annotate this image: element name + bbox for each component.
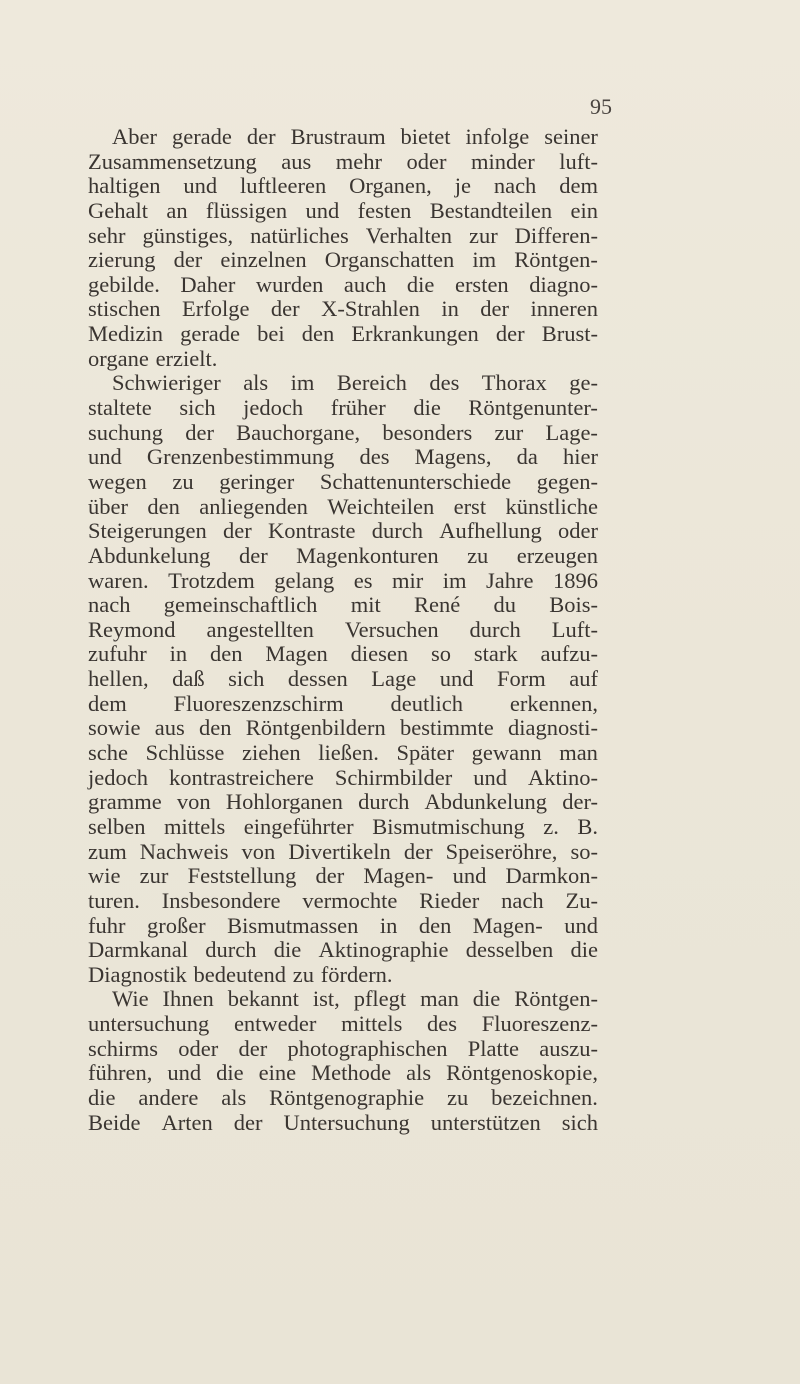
- word: Aufhellung: [439, 518, 542, 544]
- text-line: [88, 371, 598, 396]
- word: den: [199, 715, 232, 741]
- word: dessen: [287, 666, 348, 692]
- word: Bismutmischung: [372, 813, 525, 839]
- word: haltigen: [88, 173, 161, 199]
- word: nach: [493, 173, 537, 199]
- word: gerade: [171, 124, 232, 149]
- word: oder: [406, 148, 447, 174]
- word: so: [431, 641, 452, 667]
- word: bezeichnen.: [491, 1084, 598, 1110]
- text-line: [88, 569, 598, 594]
- word: mittels: [163, 813, 226, 839]
- word: den: [418, 912, 452, 938]
- word: Röntgenunter-: [468, 395, 598, 421]
- word: Untersuchung: [283, 1109, 410, 1135]
- text-line: [88, 470, 598, 495]
- word: aus: [154, 715, 185, 741]
- word: gemeinschaftlich: [163, 592, 318, 618]
- word: den: [209, 641, 243, 667]
- text-line: [88, 618, 598, 643]
- word: Bauchorgane,: [236, 419, 361, 445]
- word: des: [359, 444, 390, 470]
- word: man: [559, 740, 598, 766]
- text-line: [88, 347, 598, 372]
- word: nach: [501, 887, 544, 913]
- word: gramme: [88, 789, 162, 815]
- word: jedoch: [243, 395, 304, 421]
- word: Beide: [88, 1109, 141, 1135]
- word: desselben: [465, 937, 554, 963]
- word: sich: [561, 1109, 598, 1135]
- word: oder: [178, 1035, 219, 1061]
- word: der: [495, 321, 525, 347]
- word: photographischen: [287, 1035, 448, 1061]
- word: im: [472, 247, 497, 273]
- text-line: [88, 840, 598, 865]
- word: die: [570, 937, 598, 963]
- word: Diagnostik: [88, 961, 187, 987]
- word: stark: [473, 641, 518, 667]
- word: Röntgen-: [514, 986, 598, 1012]
- word: Medizin: [88, 321, 163, 347]
- word: früher: [330, 395, 386, 421]
- word: bekannt: [227, 986, 299, 1012]
- text-line: [88, 495, 598, 520]
- word: Abdunkelung: [88, 542, 211, 568]
- word: inneren: [530, 296, 598, 322]
- word: bei: [257, 321, 285, 347]
- word: Trotzdem: [168, 567, 255, 593]
- word: luft-: [559, 148, 598, 174]
- word: der: [185, 419, 214, 445]
- text-line: [88, 1061, 598, 1086]
- word: selben: [88, 813, 146, 839]
- word: durch: [469, 616, 521, 642]
- word: pflegt: [353, 986, 407, 1012]
- word: großer: [146, 912, 206, 938]
- word: und: [473, 764, 507, 790]
- text-line: [88, 593, 598, 618]
- word: diagnosti-: [507, 715, 598, 741]
- word: die: [273, 937, 302, 963]
- text-line: [88, 766, 598, 791]
- text-line: [88, 741, 598, 766]
- word: zu: [446, 1084, 469, 1110]
- word: minder: [471, 148, 535, 174]
- word: turen.: [88, 887, 140, 913]
- text-line: [88, 519, 598, 544]
- word: die: [216, 1060, 244, 1086]
- text-line: [88, 125, 598, 150]
- word: diagno-: [529, 271, 598, 297]
- word: Lage: [371, 666, 417, 692]
- word: bedeutend: [193, 961, 286, 987]
- word: zur: [494, 419, 524, 445]
- word: von: [241, 838, 276, 864]
- word: hellen,: [88, 666, 149, 692]
- word: Grenzenbestimmung: [146, 444, 335, 470]
- text-line: [88, 273, 598, 298]
- word: einzelnen: [220, 247, 307, 273]
- word: ist,: [312, 986, 340, 1012]
- word: wurden: [255, 271, 324, 297]
- text-line: [88, 421, 598, 446]
- word: Gehalt: [88, 197, 148, 223]
- word: und: [439, 666, 474, 692]
- word: Erkrankungen: [351, 321, 479, 347]
- word: Magenkonturen: [296, 542, 439, 568]
- word: jedoch: [88, 764, 148, 790]
- word: Fluoreszenz-: [481, 1011, 598, 1037]
- word: Kontraste: [267, 518, 356, 544]
- word: Nachweis: [139, 838, 229, 864]
- word: Hohlorganen: [225, 789, 343, 815]
- word: die: [406, 271, 435, 297]
- word: infolge: [465, 124, 530, 149]
- word: Ihnen: [162, 986, 214, 1012]
- text-line: [88, 445, 598, 470]
- word: Bismutmassen: [227, 912, 359, 938]
- word: Aktino-: [527, 764, 598, 790]
- word: erzielt.: [155, 345, 218, 371]
- word: Röntgen-: [514, 247, 598, 273]
- word: auszu-: [539, 1035, 598, 1061]
- word: Magen: [265, 641, 328, 667]
- word: dem: [88, 690, 127, 716]
- word: in: [379, 912, 398, 938]
- word: B.: [577, 813, 598, 839]
- word: zufuhr: [88, 641, 147, 667]
- word: der: [246, 124, 276, 149]
- word: ersten: [454, 271, 509, 297]
- word: Lage-: [545, 419, 598, 445]
- word: zu: [292, 961, 314, 987]
- word: Später: [396, 740, 454, 766]
- word: durch: [205, 937, 257, 963]
- word: sehr: [88, 222, 126, 248]
- word: besonders: [382, 419, 473, 445]
- word: fördern.: [320, 961, 393, 987]
- word: unterstützen: [430, 1109, 541, 1135]
- word: der: [270, 296, 300, 322]
- word: oder: [557, 518, 598, 544]
- word: Darmkanal: [88, 937, 188, 963]
- word: und: [183, 173, 218, 199]
- word: im: [442, 567, 467, 593]
- word: Thorax: [481, 370, 547, 396]
- word: und: [452, 863, 487, 889]
- text-line: [88, 864, 598, 889]
- word: zur: [139, 863, 169, 889]
- word: eingeführter: [243, 813, 354, 839]
- text-line: [88, 150, 598, 175]
- word: gewann: [471, 740, 542, 766]
- word: an: [166, 197, 188, 223]
- text-line: [88, 1111, 598, 1136]
- word: Erfolge: [181, 296, 250, 322]
- word: es: [353, 567, 373, 593]
- text-line: [88, 322, 598, 347]
- word: luftleeren: [240, 173, 327, 199]
- text-line: [88, 1037, 598, 1062]
- word: künstliche: [505, 493, 598, 519]
- word: ließen.: [318, 740, 379, 766]
- word: bestimmte: [399, 715, 494, 741]
- word: waren.: [88, 567, 149, 593]
- word: auch: [343, 271, 387, 297]
- word: aufzu-: [540, 641, 598, 667]
- word: die: [88, 1084, 116, 1110]
- word: andere: [138, 1084, 199, 1110]
- text-line: [88, 889, 598, 914]
- word: Bois-: [549, 592, 598, 618]
- word: der-: [562, 789, 598, 815]
- word: auf: [569, 666, 598, 692]
- word: sich: [228, 666, 265, 692]
- word: sche: [88, 740, 128, 766]
- page-number: 95: [590, 94, 612, 119]
- word: mir: [392, 567, 424, 593]
- word: der: [403, 838, 433, 864]
- word: Methode: [311, 1060, 392, 1086]
- word: als: [243, 370, 269, 396]
- text-line: [88, 938, 598, 963]
- word: Reymond: [88, 616, 176, 642]
- word: den: [301, 321, 335, 347]
- body-text: [88, 125, 598, 1135]
- word: der: [480, 296, 510, 322]
- word: flüssigen: [205, 197, 288, 223]
- word: Magens,: [414, 444, 492, 470]
- word: Abdunkelung: [424, 789, 548, 815]
- word: der: [238, 1035, 268, 1061]
- word: Insbesondere: [161, 887, 281, 913]
- word: Brust-: [541, 321, 598, 347]
- text-line: [88, 199, 598, 224]
- text-line: [88, 396, 598, 421]
- word: mit: [350, 592, 381, 618]
- word: Speiseröhre,: [445, 838, 558, 864]
- word: gebilde.: [88, 271, 160, 297]
- word: wegen: [88, 468, 147, 494]
- word: mittels: [341, 1011, 403, 1037]
- word: da: [516, 444, 538, 470]
- word: Schattenunterschiede: [319, 468, 512, 494]
- word: und: [88, 444, 122, 470]
- word: Rieder: [419, 887, 480, 913]
- word: über: [88, 493, 128, 519]
- word: staltete: [88, 395, 152, 421]
- word: zu: [467, 542, 489, 568]
- word: deutlich: [390, 690, 463, 716]
- word: Aber: [112, 124, 157, 149]
- word: Platte: [467, 1035, 519, 1061]
- text-line: [88, 815, 598, 840]
- word: der: [315, 863, 345, 889]
- word: angestellten: [206, 616, 314, 642]
- word: Darmkon-: [505, 863, 598, 889]
- word: durch: [371, 518, 423, 544]
- word: gerade: [180, 321, 241, 347]
- word: ziehen: [241, 740, 301, 766]
- text-line: [88, 667, 598, 692]
- word: natürliches: [250, 222, 349, 248]
- word: in: [169, 641, 188, 667]
- word: zierung: [88, 247, 156, 273]
- word: Bereich: [336, 370, 407, 396]
- word: stischen: [88, 296, 161, 322]
- word: von: [176, 789, 211, 815]
- word: der: [222, 518, 252, 544]
- word: Bestandteilen: [429, 197, 553, 223]
- word: und: [167, 1060, 202, 1086]
- word: Organschatten: [324, 247, 455, 273]
- word: Brustraum: [290, 124, 386, 149]
- word: zur: [468, 222, 498, 248]
- word: entweder: [233, 1011, 317, 1037]
- text-line: [88, 1012, 598, 1037]
- text-line: [88, 692, 598, 717]
- text-line: [88, 1086, 598, 1111]
- word: man: [420, 986, 459, 1012]
- word: X-Strahlen: [321, 296, 420, 322]
- word: günstiges,: [142, 222, 234, 248]
- word: nach: [88, 592, 131, 618]
- word: bietet: [400, 124, 451, 149]
- word: Luft-: [551, 616, 598, 642]
- word: und: [305, 197, 340, 223]
- word: in: [441, 296, 459, 322]
- word: dem: [559, 173, 598, 199]
- word: zu: [172, 468, 194, 494]
- text-line: [88, 716, 598, 741]
- word: Fluoreszenzschirm: [173, 690, 344, 716]
- word: Steigerungen: [88, 518, 207, 544]
- word: Schirmbilder: [334, 764, 453, 790]
- word: mehr: [335, 148, 382, 174]
- word: suchung: [88, 419, 163, 445]
- word: Form: [496, 666, 546, 692]
- word: und: [564, 912, 598, 938]
- word: geringer: [219, 468, 295, 494]
- word: daß: [172, 666, 205, 692]
- word: organe: [88, 345, 149, 371]
- text-line: [88, 224, 598, 249]
- word: Schwieriger: [112, 370, 221, 396]
- word: ein: [570, 197, 598, 223]
- text-line: [88, 544, 598, 569]
- word: die: [472, 986, 501, 1012]
- word: Feststellung: [187, 863, 297, 889]
- word: Weichteilen: [327, 493, 435, 519]
- word: Daher: [180, 271, 236, 297]
- word: Röntgenographie: [269, 1084, 425, 1110]
- word: fuhr: [88, 912, 126, 938]
- word: der: [233, 1109, 263, 1135]
- word: gelang: [274, 567, 335, 593]
- word: Jahre: [486, 567, 534, 593]
- word: Magen-: [472, 912, 543, 938]
- word: erst: [453, 493, 487, 519]
- word: 1896: [553, 567, 598, 593]
- text-line: [88, 642, 598, 667]
- word: Divertikeln: [288, 838, 391, 864]
- word: wie: [88, 863, 121, 889]
- word: vermochte: [302, 887, 398, 913]
- word: diesen: [350, 641, 409, 667]
- text-line: [88, 174, 598, 199]
- word: Arten: [161, 1109, 213, 1135]
- word: kontrastreichere: [168, 764, 314, 790]
- word: den: [147, 493, 180, 519]
- word: festen: [357, 197, 412, 223]
- word: durch: [358, 789, 410, 815]
- word: zum: [88, 838, 127, 864]
- word: des: [429, 370, 460, 396]
- word: z.: [543, 813, 559, 839]
- word: ge-: [569, 370, 598, 396]
- word: aus: [281, 148, 312, 174]
- word: schirms: [88, 1035, 158, 1061]
- text-line: [88, 963, 598, 988]
- word: anliegenden: [199, 493, 308, 519]
- word: Organen,: [349, 173, 432, 199]
- word: Differen-: [514, 222, 598, 248]
- word: Schlüsse: [145, 740, 225, 766]
- word: führen,: [88, 1060, 153, 1086]
- text-line: [88, 790, 598, 815]
- word: René: [413, 592, 461, 618]
- word: als: [406, 1060, 432, 1086]
- word: Röntgenoskopie,: [446, 1060, 598, 1086]
- text-line: [88, 248, 598, 273]
- word: du: [493, 592, 516, 618]
- word: eine: [258, 1060, 297, 1086]
- word: hier: [562, 444, 598, 470]
- word: im: [290, 370, 315, 396]
- word: Zu-: [565, 887, 598, 913]
- text-line: [88, 297, 598, 322]
- word: der: [238, 542, 268, 568]
- word: so-: [570, 838, 598, 864]
- word: gegen-: [536, 468, 598, 494]
- text-line: [88, 987, 598, 1012]
- word: untersuchung: [88, 1011, 210, 1037]
- word: Magen-: [363, 863, 434, 889]
- word: Röntgenbildern: [245, 715, 386, 741]
- word: sich: [179, 395, 216, 421]
- word: als: [221, 1084, 247, 1110]
- word: sowie: [88, 715, 141, 741]
- word: die: [413, 395, 441, 421]
- word: Versuchen: [344, 616, 439, 642]
- word: erkennen,: [509, 690, 598, 716]
- word: Zusammensetzung: [88, 148, 257, 174]
- word: erzeugen: [516, 542, 598, 568]
- word: seiner: [544, 124, 598, 149]
- word: je: [454, 173, 471, 199]
- word: der: [173, 247, 203, 273]
- word: des: [427, 1011, 458, 1037]
- word: Verhalten: [365, 222, 452, 248]
- text-line: [88, 914, 598, 939]
- word: Wie: [112, 986, 149, 1012]
- word: Aktinographie: [318, 937, 449, 963]
